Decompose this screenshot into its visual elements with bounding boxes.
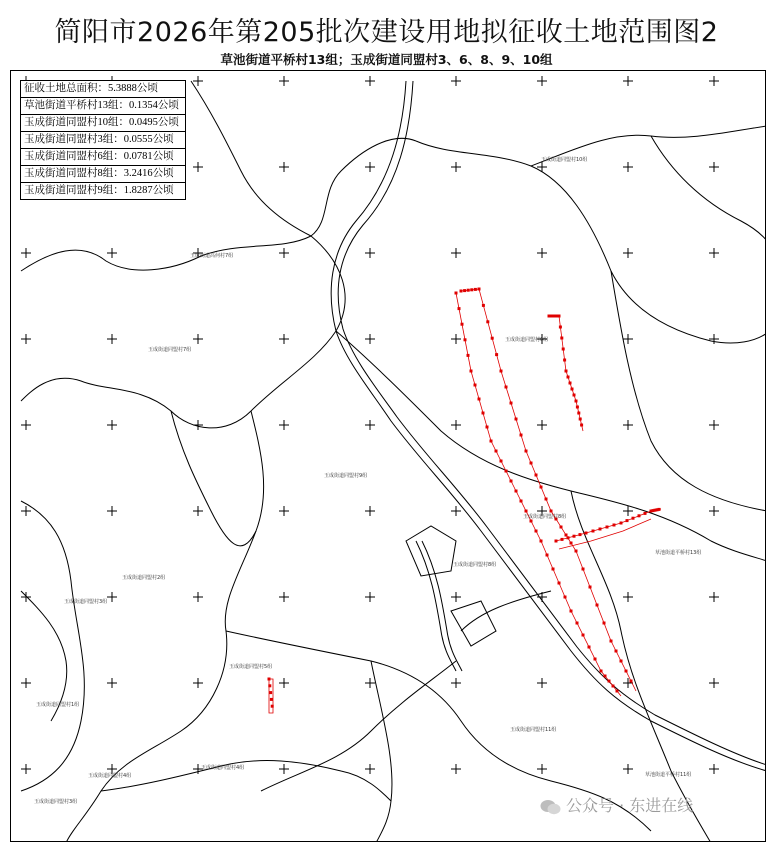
boundary-line (611, 271, 766, 511)
region-label: 玉成街道同盟村8组 (523, 514, 567, 520)
grid-cross (709, 678, 719, 688)
parcel-marker (269, 691, 272, 694)
region-label: 玉成街道同盟村4组 (201, 765, 245, 771)
grid-cross (365, 678, 375, 688)
grid-cross (107, 334, 117, 344)
parcel-marker (570, 542, 573, 545)
main-road (338, 81, 766, 765)
grid-cross (107, 420, 117, 430)
building (451, 601, 496, 646)
parcel-marker (270, 698, 273, 701)
parcel-marker (569, 382, 572, 385)
wechat-icon (540, 798, 562, 816)
region-label: 玉成街道同盟村5组 (229, 664, 273, 670)
parcel-marker (515, 490, 518, 493)
grid-cross (279, 592, 289, 602)
legend-row: 玉成街道同盟村6组：0.0781公顷 (21, 149, 185, 166)
region-label: 玉成街道同盟村8组 (453, 562, 497, 568)
parcel-marker (552, 568, 555, 571)
grid-cross (709, 592, 719, 602)
grid-cross (107, 248, 117, 258)
parcel-marker (644, 512, 647, 515)
grid-cross (623, 506, 633, 516)
parcel-marker (482, 304, 485, 307)
parcel-marker (500, 460, 503, 463)
parcel-marker (558, 582, 561, 585)
parcel-marker (268, 678, 271, 681)
grid-cross (107, 506, 117, 516)
grid-cross (623, 76, 633, 86)
grid-cross (623, 764, 633, 774)
parcel-marker (461, 323, 464, 326)
parcel-marker (555, 540, 558, 543)
area-legend (20, 80, 186, 200)
parcel-marker (464, 338, 467, 341)
parcel-marker (565, 534, 568, 537)
parcel-marker (620, 522, 623, 525)
grid-cross (193, 592, 203, 602)
parcel-marker (564, 596, 567, 599)
parcel-marker (596, 604, 599, 607)
grid-cross (279, 764, 289, 774)
parcel-marker (478, 398, 481, 401)
parcel-marker (580, 424, 583, 427)
grid-cross (623, 592, 633, 602)
parcel-marker (658, 508, 661, 511)
parcel-marker (486, 320, 489, 323)
grid-cross (279, 76, 289, 86)
grid-cross (365, 162, 375, 172)
parcel-marker (585, 532, 588, 535)
parcel-marker (559, 326, 562, 329)
grid-cross (709, 764, 719, 774)
parcel-marker (482, 412, 485, 415)
grid-cross (451, 764, 461, 774)
legend-row: 玉成街道同盟村8组：3.2416公顷 (21, 166, 185, 183)
grid-cross (279, 248, 289, 258)
region-label: 玉成街道同盟村1组 (36, 702, 80, 708)
parcel-marker (510, 402, 513, 405)
parcel-marker (474, 288, 477, 291)
parcel-marker (625, 670, 628, 673)
region-label: 玉成街道同盟村9组 (324, 473, 368, 479)
secondary-road (261, 661, 456, 791)
parcel-marker (491, 337, 494, 340)
parcel-marker (579, 418, 582, 421)
parcel-marker (563, 359, 566, 362)
region-label: 玉成街道同盟村10组 (541, 157, 588, 163)
grid-cross (21, 592, 31, 602)
parcel-marker (582, 634, 585, 637)
boundary-line (171, 411, 256, 546)
grid-cross (623, 420, 633, 430)
grid-cross (365, 248, 375, 258)
boundary-line (101, 761, 391, 801)
grid-cross (279, 678, 289, 688)
parcel-marker (535, 474, 538, 477)
parcel-marker (546, 554, 549, 557)
parcel-marker (525, 450, 528, 453)
parcel-marker (540, 540, 543, 543)
parcel-marker (630, 680, 633, 683)
legend-row: 玉成街道同盟村3组：0.0555公顷 (21, 132, 185, 149)
grid-cross (451, 678, 461, 688)
parcel-marker (582, 568, 585, 571)
parcel-marker (620, 660, 623, 663)
parcel-marker (632, 517, 635, 520)
parcel-marker (599, 528, 602, 531)
grid-cross (279, 420, 289, 430)
watermark (540, 793, 693, 816)
grid-cross (537, 678, 547, 688)
map-subtitle: 草池街道平桥村13组；玉成街道同盟村3、6、8、9、10组 (220, 52, 553, 67)
grid-cross (709, 506, 719, 516)
region-label: 玉成街道同盟村7组 (148, 347, 192, 353)
grid-cross (537, 592, 547, 602)
grid-cross (193, 420, 203, 430)
parcel-marker (478, 288, 481, 291)
grid-cross (21, 506, 31, 516)
parcel-marker (603, 622, 606, 625)
grid-cross (21, 248, 31, 258)
parcel-marker (600, 670, 603, 673)
parcel-marker (490, 440, 493, 443)
parcel-marker (470, 288, 473, 291)
parcel-marker (271, 705, 274, 708)
parcel-marker (467, 289, 470, 292)
parcel-marker (573, 535, 576, 538)
grid-cross (709, 162, 719, 172)
grid-cross (21, 420, 31, 430)
parcel-marker (486, 426, 489, 429)
parcel-marker (573, 394, 576, 397)
grid-cross (193, 506, 203, 516)
parcel-marker (505, 470, 508, 473)
legend-row: 玉成街道同盟村9组：1.8287公顷 (24, 185, 174, 196)
parcel-marker (565, 370, 568, 373)
boundary-line (651, 136, 766, 241)
parcel-marker (455, 292, 458, 295)
parcel-marker (460, 290, 463, 293)
boundary-line (336, 331, 766, 561)
parcel-marker (616, 690, 619, 693)
parcel-marker (575, 400, 578, 403)
parcel-marker (610, 640, 613, 643)
parcel-marker (474, 384, 477, 387)
parcel-outlines (269, 289, 661, 713)
parcel-marker (570, 610, 573, 613)
parcel-marker (615, 650, 618, 653)
region-label: 玉成街道同盟村11组 (510, 727, 557, 733)
grid-cross (193, 162, 203, 172)
grid-cross (709, 420, 719, 430)
grid-cross (21, 678, 31, 688)
grid-cross (107, 678, 117, 688)
boundary-line (21, 236, 345, 428)
parcel-marker (560, 526, 563, 529)
parcel-marker (613, 524, 616, 527)
parcel-marker (589, 586, 592, 589)
main-road (331, 81, 766, 771)
parcel-marker (638, 514, 641, 517)
parcel-marker (510, 480, 513, 483)
grid-cross (709, 248, 719, 258)
grid-cross (537, 420, 547, 430)
parcel-marker (626, 519, 629, 522)
grid-cross (365, 764, 375, 774)
grid-cross (623, 162, 633, 172)
parcel-boundary (456, 293, 621, 696)
grid-cross (21, 334, 31, 344)
parcel-marker (562, 348, 565, 351)
watermark-text: 公众号 · 东进在线 (566, 796, 694, 815)
grid-cross (193, 76, 203, 86)
parcel-marker (268, 684, 271, 687)
grid-cross (451, 506, 461, 516)
legend-row: 玉成街道同盟村10组：0.0495公顷 (21, 115, 185, 132)
grid-cross (365, 334, 375, 344)
grid-cross (193, 678, 203, 688)
parcel-marker (594, 658, 597, 661)
parcel-marker (567, 536, 570, 539)
region-label: 草池街道平桥村11组 (645, 772, 692, 778)
grid-cross (537, 764, 547, 774)
boundary-line (371, 661, 392, 842)
grid-cross (365, 592, 375, 602)
grid-cross (451, 334, 461, 344)
region-label: 玉成街道同盟村2组 (122, 575, 166, 581)
parcel-marker (576, 622, 579, 625)
parcel-marker (575, 550, 578, 553)
parcel-marker (500, 370, 503, 373)
parcel-marker (463, 289, 466, 292)
parcel-marker (520, 434, 523, 437)
parcel-marker (495, 450, 498, 453)
grid-cross (365, 76, 375, 86)
parcel-marker (567, 376, 570, 379)
parcel-marker (576, 406, 579, 409)
grid-cross (107, 592, 117, 602)
parcel-marker (604, 675, 607, 678)
parcel-marker (535, 530, 538, 533)
boundary-line (191, 81, 311, 236)
parcel-marker (505, 386, 508, 389)
grid-cross (451, 162, 461, 172)
boundary-line (571, 491, 711, 842)
parcel-marker (592, 530, 595, 533)
parcel-marker (561, 538, 564, 541)
parcel-marker (545, 498, 548, 501)
legend-total-area: 征收土地总面积：5.3888公顷 (21, 81, 185, 98)
parcel-marker (588, 646, 591, 649)
grid-cross (279, 506, 289, 516)
secondary-road (416, 541, 456, 671)
grid-cross (21, 764, 31, 774)
region-label: 玉成街道同盟村4组 (88, 773, 132, 779)
region-label: 玉成街道同盟村3组 (64, 599, 108, 605)
parcel-marker (470, 370, 473, 373)
parcel-marker (520, 500, 523, 503)
building (406, 526, 456, 576)
parcel-marker (558, 315, 561, 318)
boundary-line (21, 501, 84, 791)
region-label: 玉成街道同盟村3组 (34, 799, 78, 805)
parcel-marker (608, 680, 611, 683)
grid-cross (451, 592, 461, 602)
parcel-marker (530, 462, 533, 465)
parcel-marker (495, 353, 498, 356)
parcel-marker (579, 533, 582, 536)
parcel-marker (606, 526, 609, 529)
parcel-marker (458, 307, 461, 310)
grid-cross (193, 334, 203, 344)
parcel-marker (540, 486, 543, 489)
parcel-marker (612, 685, 615, 688)
grid-cross (623, 334, 633, 344)
parcel-marker (560, 337, 563, 340)
grid-cross (279, 162, 289, 172)
grid-cross (623, 248, 633, 258)
map-title: 简阳市2026年第205批次建设用地拟征收土地范围图2 (54, 17, 719, 48)
parcel-boundary (269, 679, 273, 713)
grid-cross (279, 334, 289, 344)
region-label: 玉成街道高何村7组 (190, 253, 234, 259)
parcel-boundary (461, 289, 636, 691)
region-label: 玉成街道同盟村6组 (505, 337, 549, 343)
parcel-marker (515, 418, 518, 421)
grid-cross (537, 76, 547, 86)
grid-cross (365, 420, 375, 430)
parcel-boundary (559, 519, 651, 549)
grid-cross (709, 76, 719, 86)
parcel-marker (577, 412, 580, 415)
region-label: 草池街道平桥村13组 (655, 550, 702, 556)
legend-row: 草池街道平桥村13组：0.1354公顷 (21, 98, 185, 115)
grid-cross (451, 76, 461, 86)
parcel-marker (571, 388, 574, 391)
grid-cross (537, 248, 547, 258)
grid-cross (451, 420, 461, 430)
parcel-marker (467, 354, 470, 357)
grid-cross (365, 506, 375, 516)
grid-cross (451, 248, 461, 258)
